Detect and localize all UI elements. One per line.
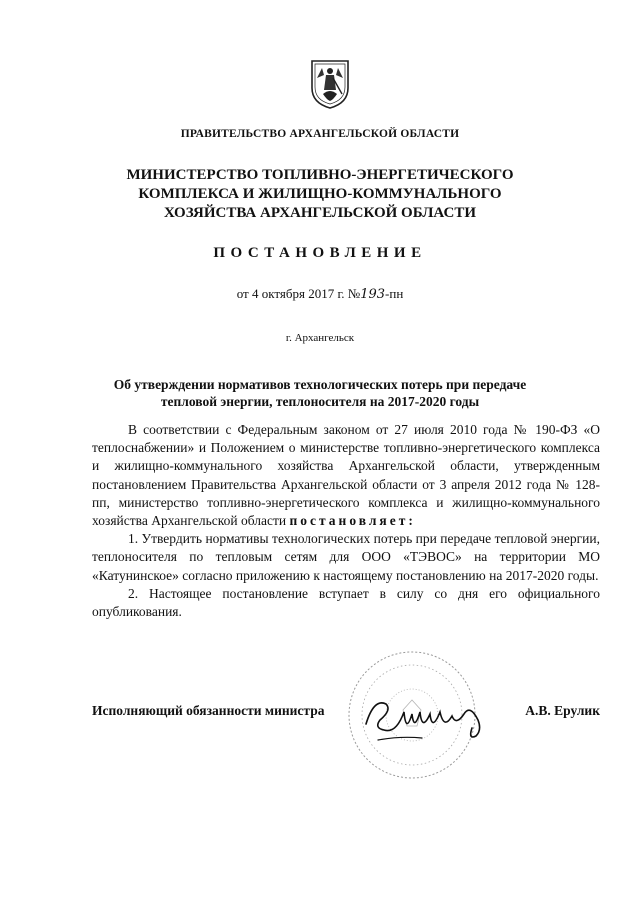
ministry-line: МИНИСТЕРСТВО ТОПЛИВНО-ЭНЕРГЕТИЧЕСКОГО — [126, 167, 514, 183]
signatory-name: А.В. Ерулик — [525, 703, 600, 718]
handwritten-signature-icon — [360, 690, 515, 750]
date-and-number — [0, 286, 640, 302]
handwritten-number: 193 — [360, 287, 386, 302]
decree-subject — [0, 376, 640, 410]
subject-line: Об утверждении нормативов технологических потерь при передаче — [113, 377, 527, 392]
ministry-name — [0, 166, 640, 223]
arkhangelsk-coat-of-arms-icon — [309, 58, 351, 110]
decree-date: от 4 октября 2017 г. № — [236, 286, 361, 301]
preamble-text: В соответствии с Федеральным законом от 27 июля 2010 года № 190-ФЗ «О теплоснабжении» и Положением о министерстве топливно-энергетического комплекса и жилищно-коммунального хозяйства Архангельской области, утвержденным постановлением Правительства Архангельской области от 3 апреля 2012 года № 128-пп, министерство топливно-энергетического комплекса и жилищно-коммунального хозяйства Архангельской области — [92, 422, 600, 529]
decree-body — [92, 421, 600, 621]
number-suffix: -пн — [385, 286, 404, 301]
city: г. Архангельск — [285, 332, 355, 344]
document-type-title: ПОСТАНОВЛЕНИЕ — [213, 245, 427, 261]
ministry-line: КОМПЛЕКСА И ЖИЛИЩНО-КОММУНАЛЬНОГО — [138, 186, 502, 202]
subject-line: тепловой энергии, теплоносителя на 2017-2020 годы — [160, 394, 480, 409]
signatory-role: Исполняющий обязанности министра — [92, 703, 325, 718]
ministry-line: ХОЗЯЙСТВА АРХАНГЕЛЬСКОЙ ОБЛАСТИ — [163, 205, 477, 221]
resolves-word: постановляет: — [289, 513, 416, 529]
item-paragraph: 2. Настоящее постановление вступает в силу со дня его официального опубликования. — [92, 585, 600, 620]
item-paragraph: 1. Утвердить нормативы технологических потерь при передаче тепловой энергии, теплоносителя по тепловым сетям для ООО «ТЭВОС» на территории МО «Катунинское» согласно приложению к настоящему постановлению на 2017-2020 годы. — [92, 531, 600, 583]
government-name: ПРАВИТЕЛЬСТВО АРХАНГЕЛЬСКОЙ ОБЛАСТИ — [180, 128, 460, 140]
preamble-paragraph — [92, 421, 600, 530]
